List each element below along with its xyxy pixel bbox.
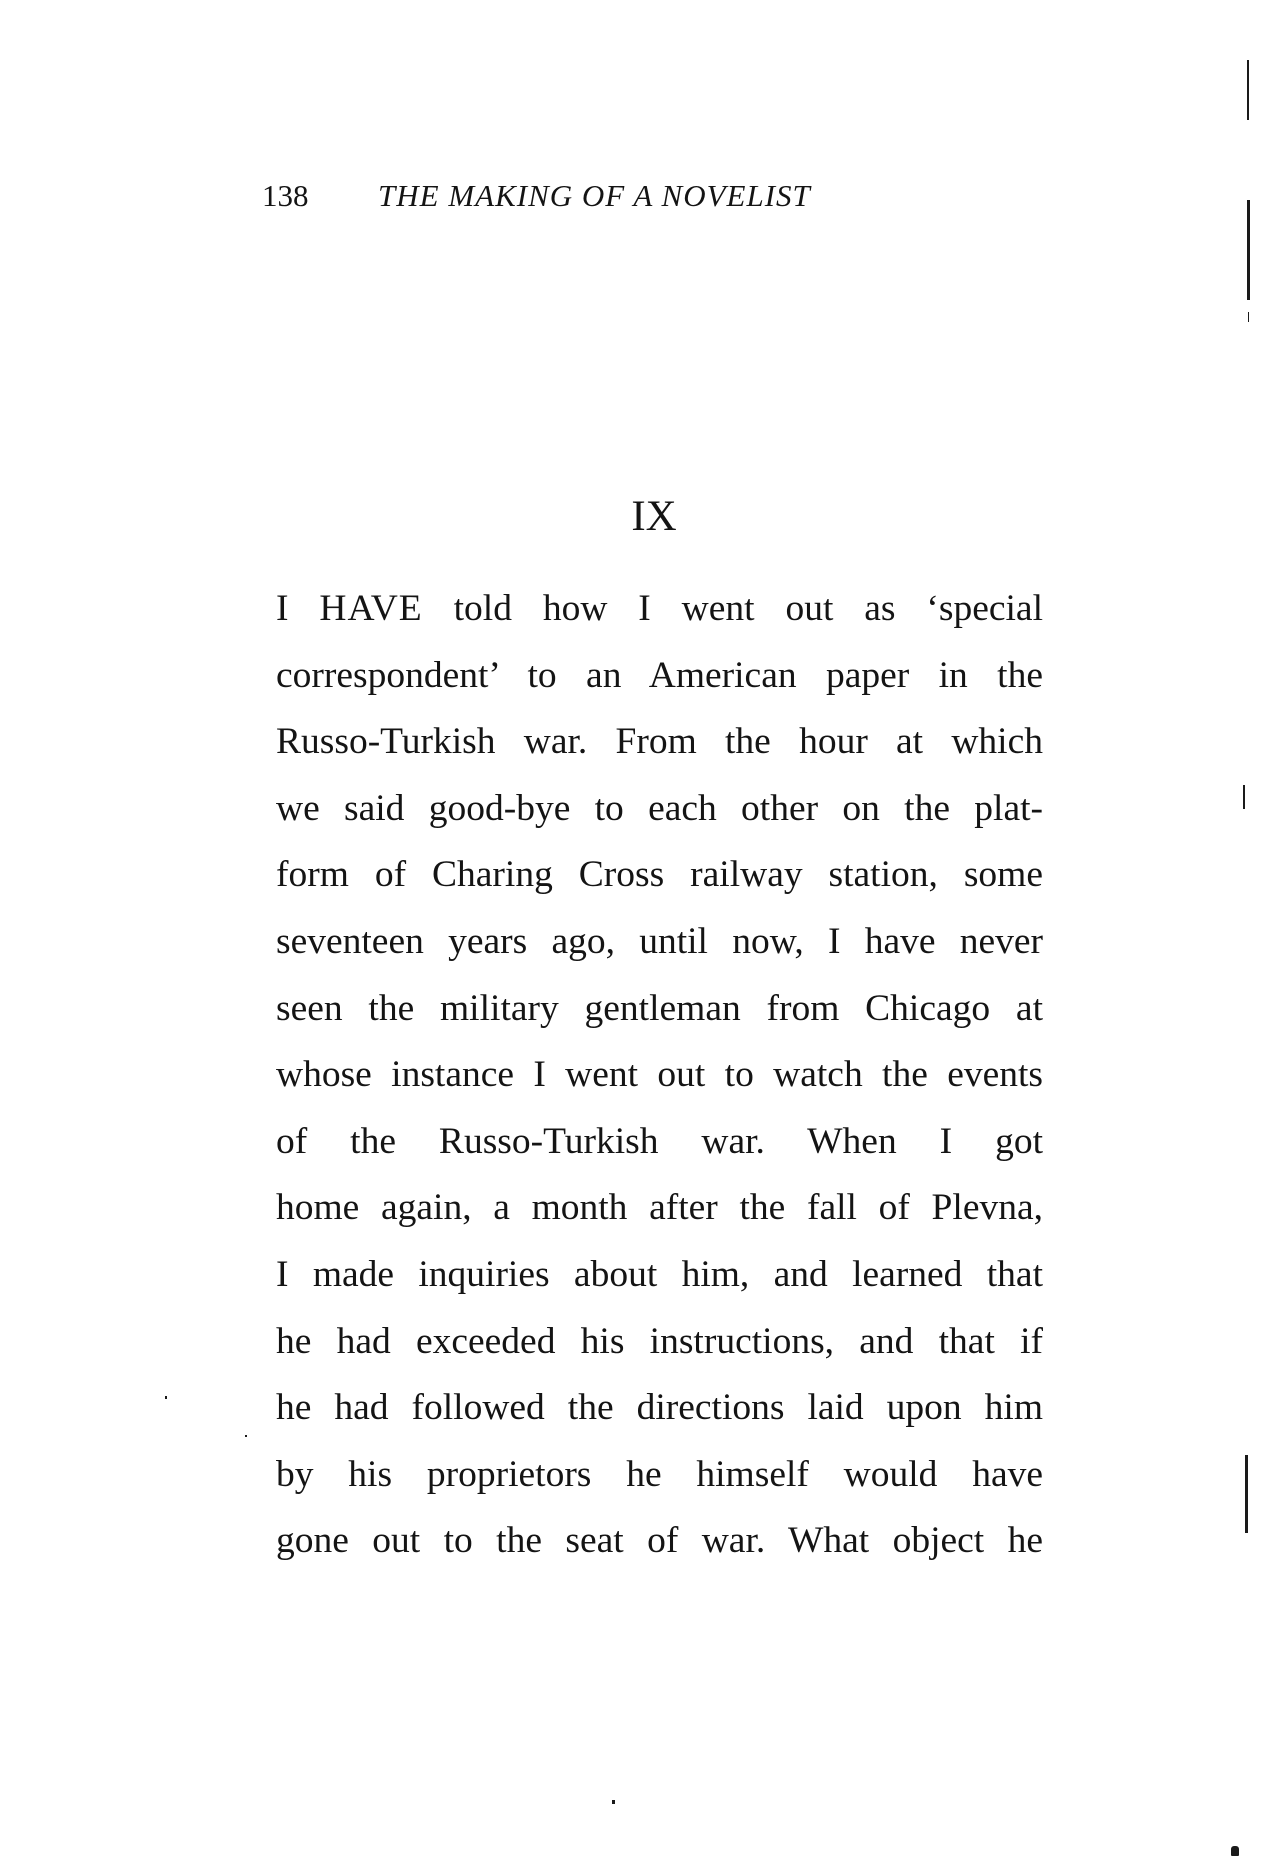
body-text xyxy=(276,576,1043,1575)
scan-mark xyxy=(1231,1846,1239,1856)
line-text: told how I went out as ‘special xyxy=(422,588,1043,629)
text-line: home again, a month after the fall of Plevna, xyxy=(276,1187,1043,1229)
scan-mark xyxy=(1245,1455,1248,1533)
scan-mark xyxy=(245,1435,247,1437)
text-line: seventeen years ago, until now, I have never xyxy=(276,920,1043,962)
drop-word: I xyxy=(276,588,320,629)
text-line: Russo-Turkish war. From the hour at which xyxy=(276,721,1043,763)
text-line xyxy=(276,576,1043,643)
scan-mark xyxy=(612,1800,615,1804)
text-line: he had exceeded his instructions, and that if xyxy=(276,1320,1043,1362)
text-line: gone out to the seat of war. What object he xyxy=(276,1520,1043,1562)
text-line: we said good-bye to each other on the plat- xyxy=(276,787,1043,829)
text-line: form of Charing Cross railway station, some xyxy=(276,854,1043,896)
scan-mark xyxy=(1248,312,1249,322)
scan-mark xyxy=(165,1396,167,1399)
text-line: he had followed the directions laid upon him xyxy=(276,1387,1043,1429)
text-line: by his proprietors he himself would have xyxy=(276,1453,1043,1495)
text-line: I made inquiries about him, and learned that xyxy=(276,1253,1043,1295)
chapter-heading: IX xyxy=(631,493,677,540)
text-line: whose instance I went out to watch the events xyxy=(276,1054,1043,1096)
running-title: THE MAKING OF A NOVELIST xyxy=(378,178,811,213)
running-head xyxy=(262,176,962,216)
text-line: seen the military gentleman from Chicago at xyxy=(276,987,1043,1029)
scan-mark xyxy=(1247,60,1249,120)
page-number: 138 xyxy=(262,178,309,213)
scan-mark xyxy=(1243,785,1245,809)
text-line: correspondent’ to an American paper in the xyxy=(276,654,1043,696)
text-line: of the Russo-Turkish war. When I got xyxy=(276,1120,1043,1162)
scan-mark xyxy=(1247,200,1250,300)
small-caps-word: HAVE xyxy=(319,588,423,629)
